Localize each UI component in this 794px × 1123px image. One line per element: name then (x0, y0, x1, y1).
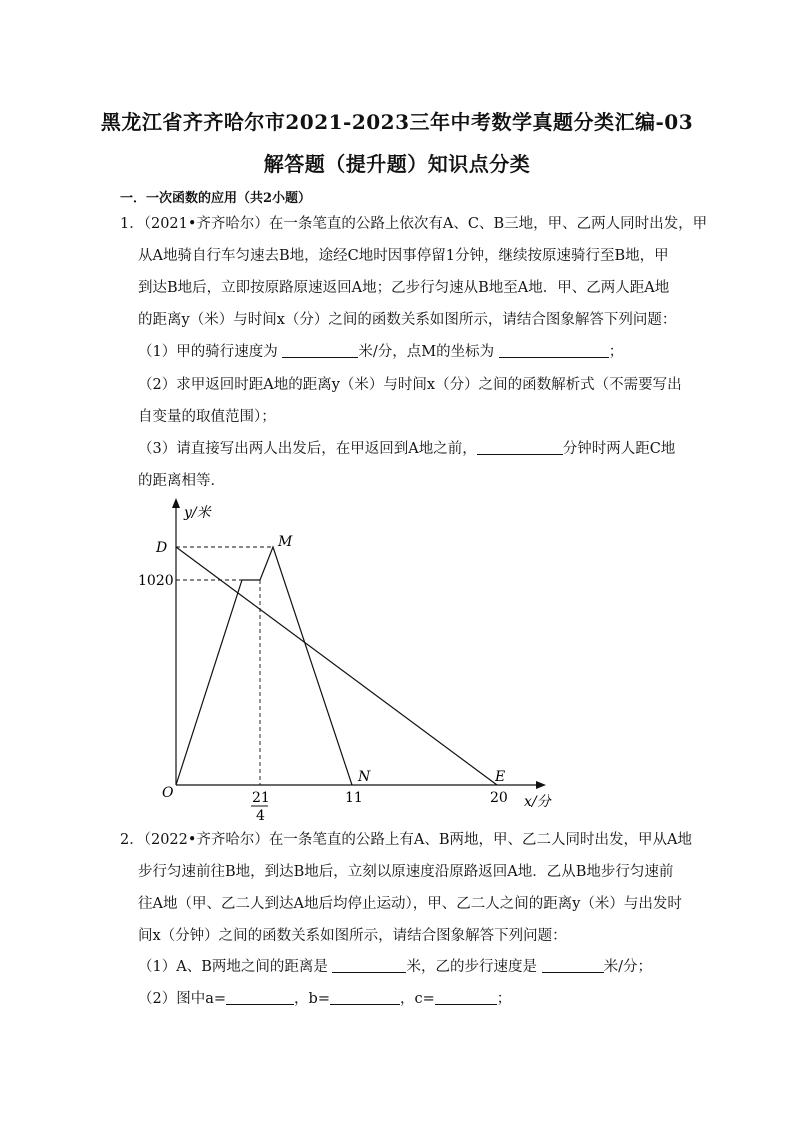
answer-blank[interactable] (332, 957, 406, 973)
point-M-label: M (278, 534, 293, 550)
answer-blank[interactable] (282, 342, 358, 358)
q1-part-3-cont: 的距离相等． (138, 473, 225, 489)
q2-line-3: 往A地（甲、乙二人到达A地后均停止运动），甲、乙二人之间的距离y（米）与出发时 (138, 896, 682, 912)
y-axis-label: y/米 (184, 505, 211, 521)
y-axis-arrow (172, 498, 180, 508)
x-axis-arrow (536, 781, 546, 789)
title-line-2: 解答题（提升题）知识点分类 (263, 152, 531, 176)
point-D-label: D (156, 540, 168, 556)
q2-part-1: （1）A、B两地之间的距离是 米，乙的步行速度是 米/分； (138, 959, 652, 975)
x-tick-21-4-den: 4 (256, 808, 265, 824)
q1-part-2: （2）求甲返回时距A地的距离y（米）与时间x（分）之间的函数解析式（不需要写出 (138, 377, 682, 393)
q1-line-2: 从A地骑自行车匀速去B地，途经C地时因事停留1分钟，继续按原速骑行至B地，甲 (138, 248, 669, 264)
section-heading: 一．一次函数的应用（共2小题） (120, 191, 312, 206)
q1-line-4: 的距离y（米）与时间x（分）之间的函数关系如图所示，请结合图象解答下列问题： (138, 312, 677, 328)
q2-line-4: 间x（分钟）之间的函数关系如图所示，请结合图象解答下列问题： (138, 928, 567, 944)
x-tick-11: 11 (345, 790, 363, 806)
answer-blank[interactable] (542, 957, 604, 973)
q1-part-2-cont: 自变量的取值范围）； (138, 409, 276, 425)
q2-part-2: （2）图中a= ，b= ，c= ； (138, 991, 512, 1007)
q1-line-1: 1．（2021•齐齐哈尔）在一条笔直的公路上依次有A、C、B三地，甲、乙两人同时出发，甲 (120, 216, 708, 232)
answer-blank[interactable] (435, 989, 497, 1005)
y-tick-1020: 1020 (138, 573, 174, 589)
q1-part-3: （3）请直接写出两人出发后，在甲返回到A地之前， 分钟时两人距C地 (138, 441, 676, 457)
q2-line-2: 步行匀速前往B地，到达B地后，立刻以原速度沿原路返回A地．乙从B地步行匀速前 (138, 864, 674, 880)
q1-part-1: （1）甲的骑行速度为 米/分，点M的坐标为 ； (138, 344, 624, 360)
answer-blank[interactable] (499, 342, 609, 358)
x-axis-label: x/分 (524, 794, 551, 810)
title-line-1: 黑龙江省齐齐哈尔市2021-2023三年中考数学真题分类汇编-03 (100, 110, 694, 134)
q1-line-3: 到达B地后，立即按原路原速返回A地；乙步行匀速从B地至A地．甲、乙两人距A地 (138, 280, 670, 296)
q2-line-1: 2．（2022•齐齐哈尔）在一条笔直的公路上有A、B两地，甲、乙二人同时出发，甲从A地 (120, 832, 693, 848)
series-jia (176, 547, 352, 785)
point-N-label: N (358, 769, 371, 785)
series-yi (176, 547, 497, 785)
answer-blank[interactable] (477, 439, 563, 455)
x-tick-21-4-num: 21 (252, 790, 270, 806)
x-tick-20: 20 (490, 790, 508, 806)
point-E-label: E (495, 769, 506, 785)
origin-label: O (162, 785, 174, 801)
answer-blank[interactable] (330, 989, 400, 1005)
answer-blank[interactable] (226, 989, 294, 1005)
